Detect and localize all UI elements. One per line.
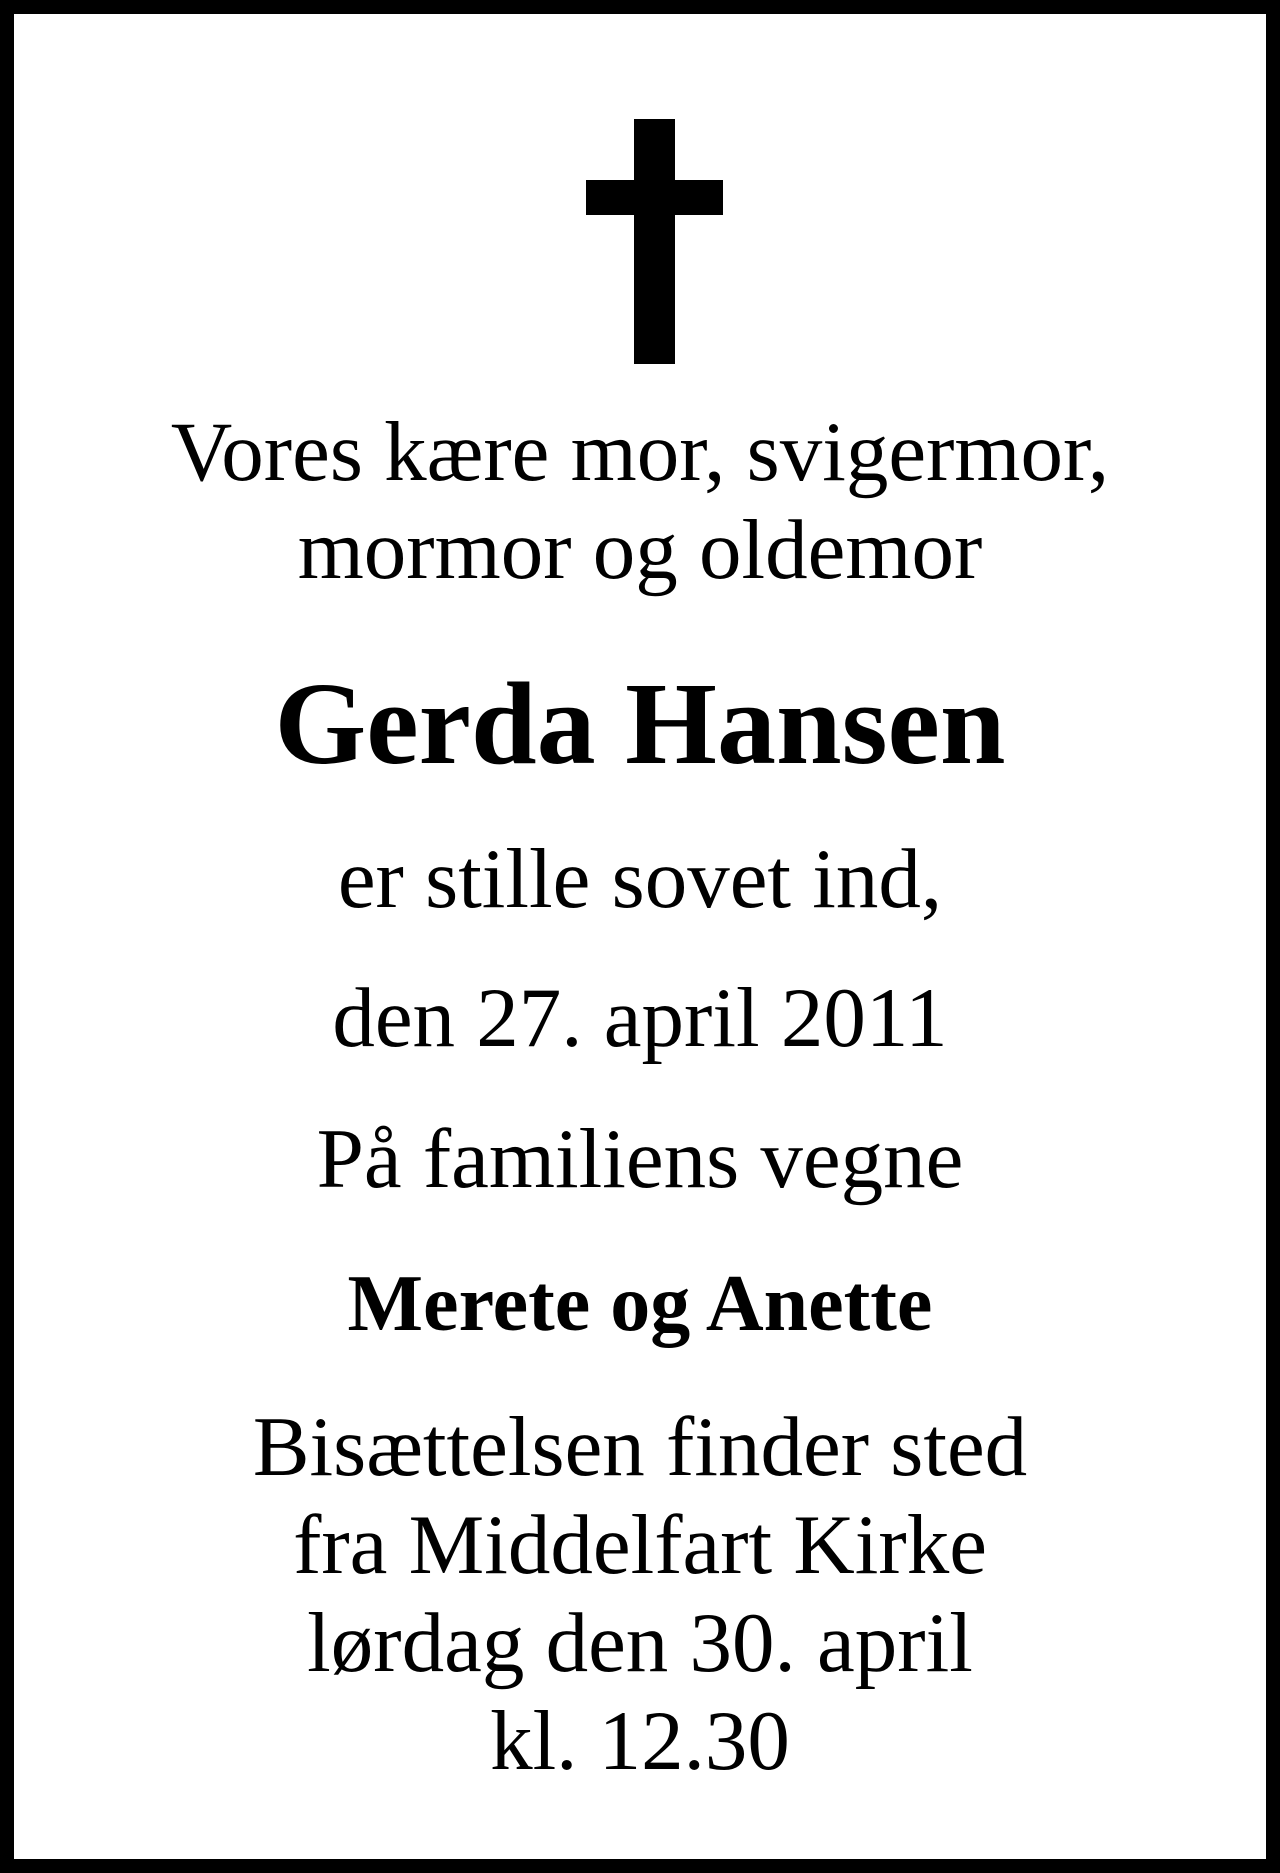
obituary-notice [14,14,1266,1859]
funeral-line-4: kl. 12.30 [490,1694,790,1788]
cross-vertical-bar [634,119,675,364]
cross-horizontal-bar [586,180,723,215]
cross-icon [582,119,727,364]
death-date: den 27. april 2011 [332,971,948,1065]
passed-text: er stille sovet ind, [337,832,943,926]
funeral-info [14,1398,1266,1790]
funeral-line-3: lørdag den 30. april [307,1596,973,1690]
intro-text [14,403,1266,599]
deceased-name: Gerda Hansen [274,658,1006,789]
signers: Merete og Anette [347,1260,933,1348]
funeral-line-1: Bisættelsen finder sted [252,1400,1028,1494]
intro-line-2: mormor og oldemor [297,503,983,597]
intro-line-1: Vores kære mor, svigermor, [170,405,1110,499]
behalf-text: På familiens vegne [316,1112,964,1206]
funeral-line-2: fra Middelfart Kirke [293,1498,987,1592]
